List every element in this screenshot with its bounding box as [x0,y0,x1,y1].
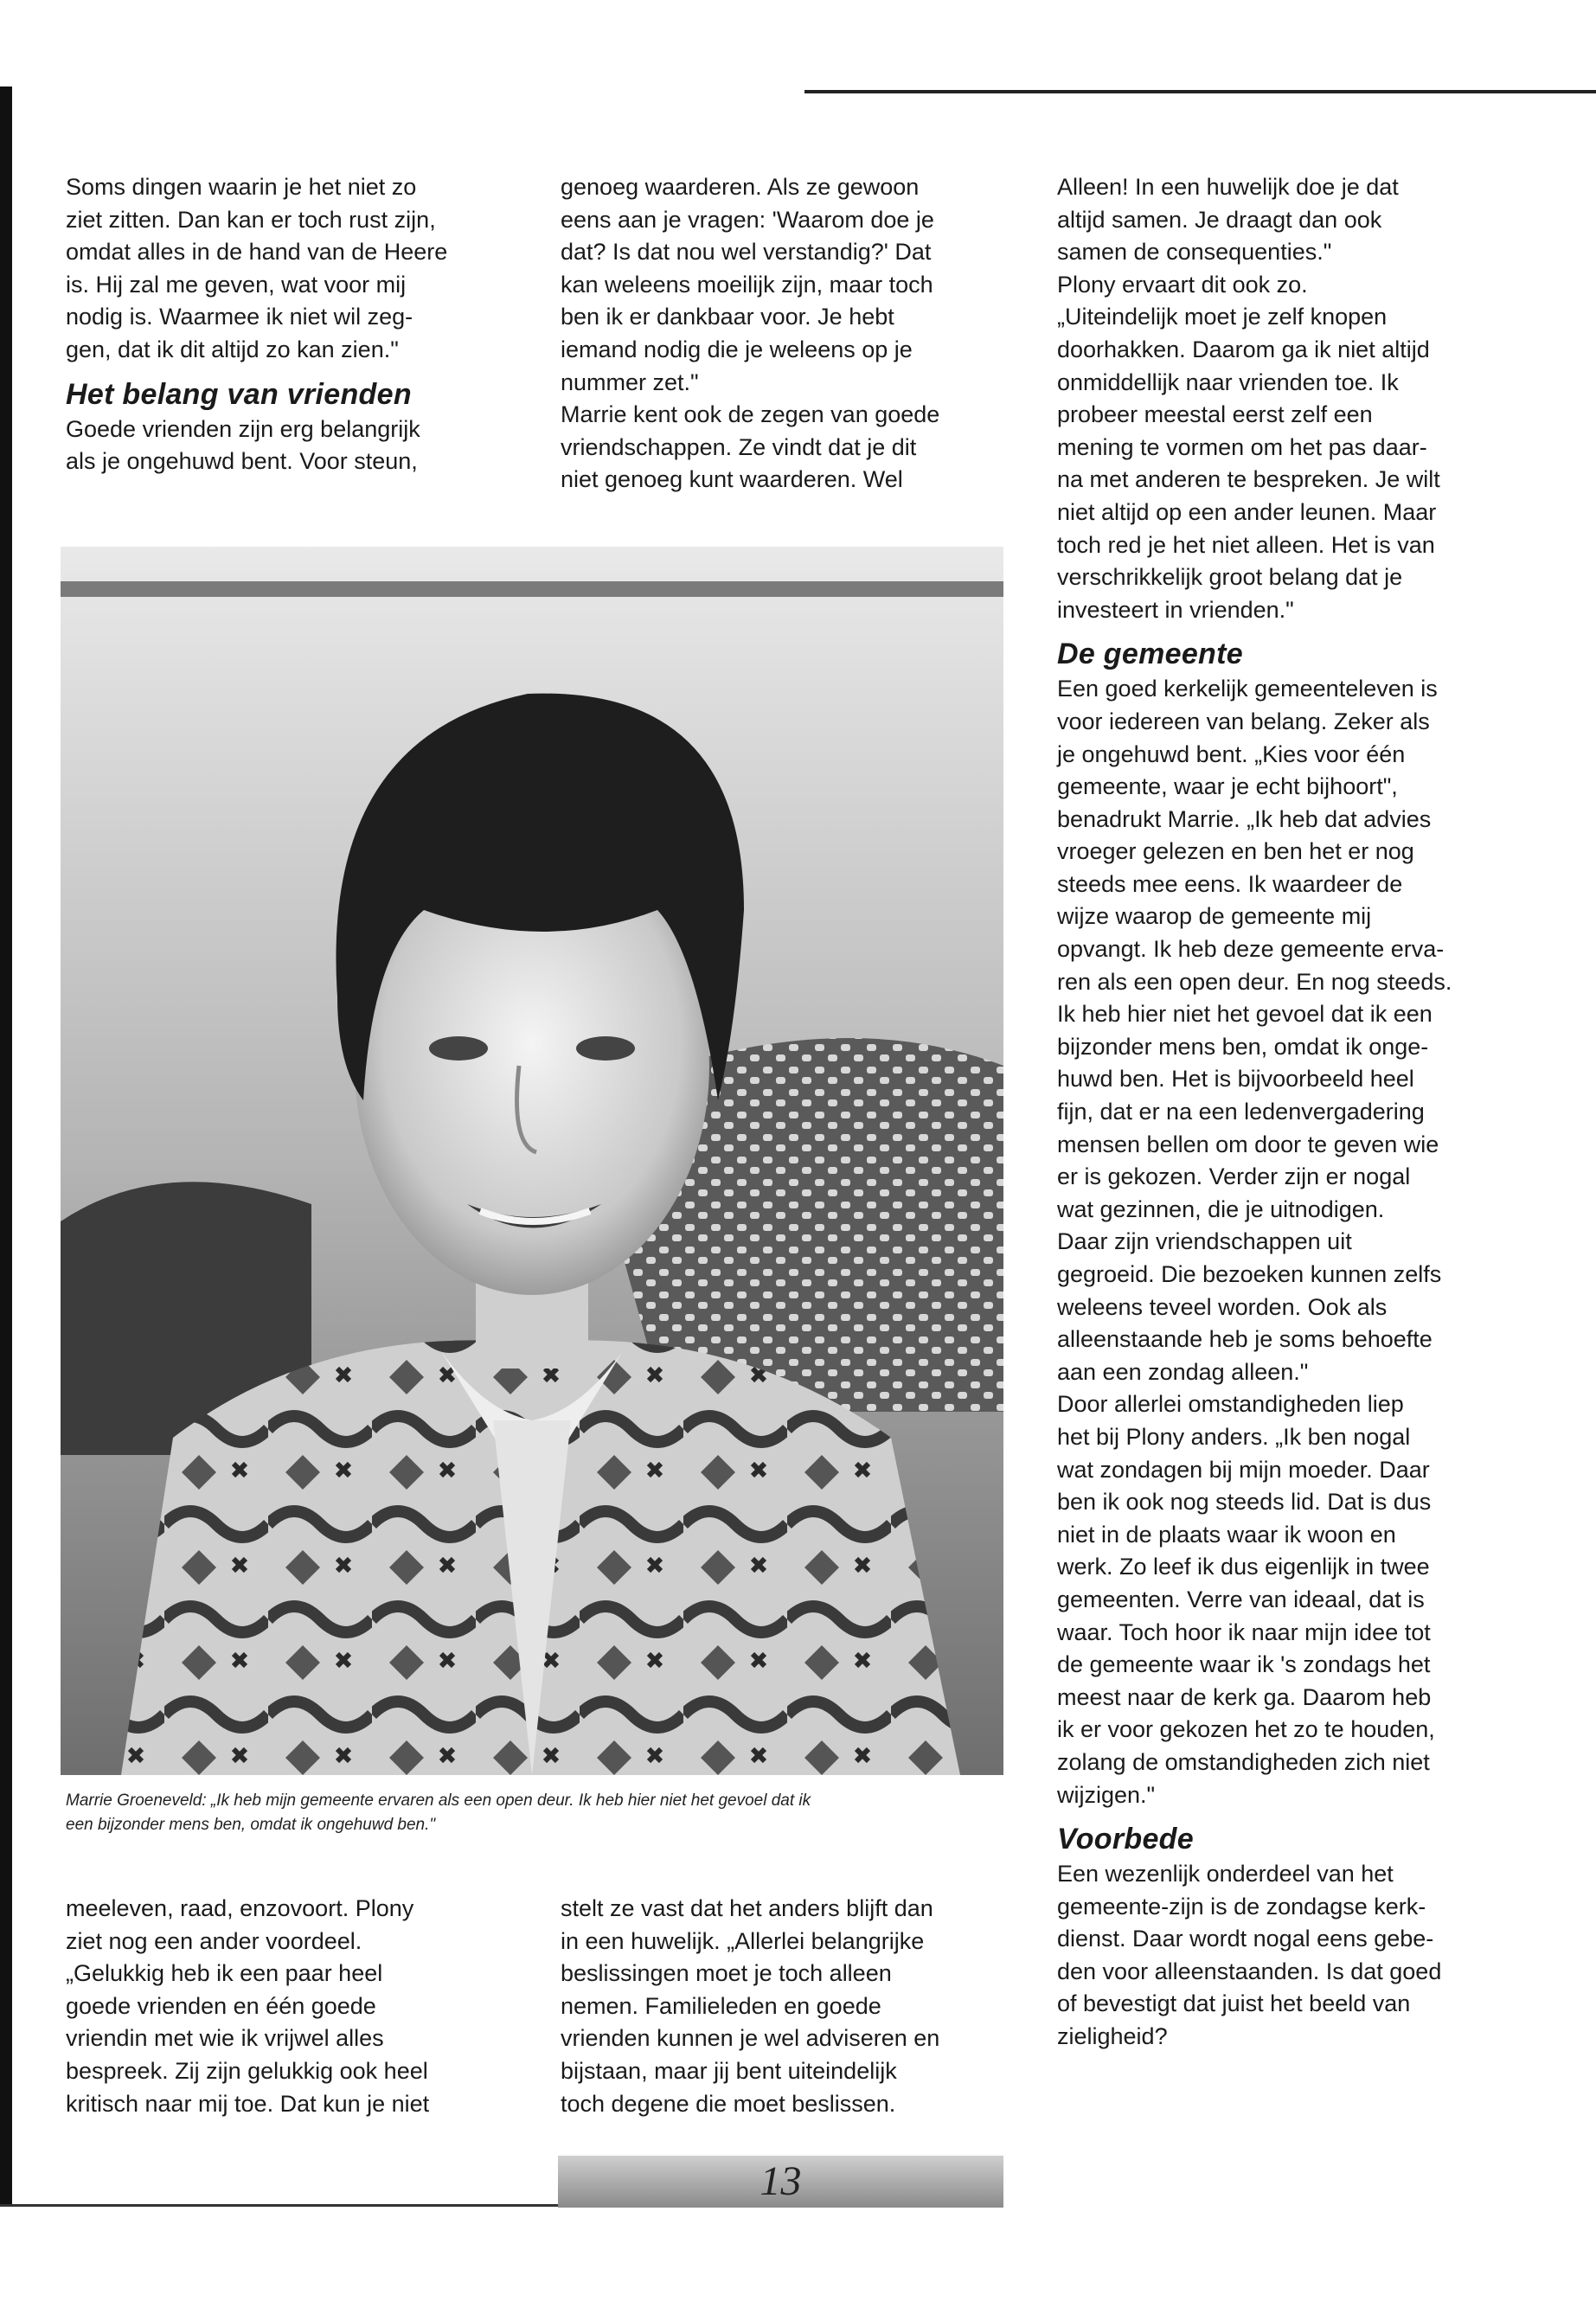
text-line: na met anderen te bespreken. Je wilt [1057,466,1440,493]
text-line: toch red je het niet alleen. Het is van [1057,531,1435,558]
text-line: alleenstaande heb je soms behoefte [1057,1326,1433,1353]
text-line: waar. Toch hoor ik naar mijn idee tot [1057,1618,1431,1645]
text-line: in een huwelijk. „Allerlei belangrijke [561,1927,925,1954]
text-line: zolang de omstandigheden zich niet [1057,1748,1430,1775]
text-line: kritisch naar mij toe. Dat kun je niet [66,2090,430,2117]
text-line: steeds mee eens. Ik waardeer de [1057,870,1403,897]
photo-caption [66,1789,1000,1837]
page-number: 13 [558,2156,1003,2208]
text-line: ben ik ook nog steeds lid. Dat is dus [1057,1489,1432,1516]
text-line: samen de consequenties." [1057,239,1332,266]
column-1-top [66,171,516,478]
text-line: Een wezenlijk onderdeel van het [1057,1861,1394,1888]
text-line: opvangt. Ik heb deze gemeente erva- [1057,936,1445,963]
text-line: mensen bellen om door te geven wie [1057,1131,1439,1157]
heading-voorbede: Voorbede [1057,1823,1194,1856]
text-line: fijn, dat er na een ledenvergadering [1057,1099,1425,1125]
text-line: wijze waarop de gemeente mij [1057,903,1372,930]
text-line: mening te vormen om het pas daar- [1057,433,1427,460]
text-line: onmiddellijk naar vrienden toe. Ik [1057,369,1399,395]
text-line: gemeente-zijn is de zondagse kerk- [1057,1893,1426,1920]
text-line: vriendin met wie ik vrijwel alles [66,2025,384,2052]
bottom-rule [0,2204,571,2207]
text-line: zieligheid? [1057,2023,1168,2050]
text-line: kan weleens moeilijk zijn, maar toch [561,271,933,298]
text-line: de gemeente waar ik 's zondags het [1057,1651,1431,1678]
text-line: ren als een open deur. En nog steeds. [1057,968,1452,995]
text-line: Door allerlei omstandigheden liep [1057,1391,1404,1418]
text-line: er is gekozen. Verder zijn er nogal [1057,1163,1411,1190]
text-line: voor iedereen van belang. Zeker als [1057,708,1430,734]
text-line: wijzigen." [1057,1781,1156,1808]
text-line: investeert in vrienden." [1057,596,1294,623]
text-line: Soms dingen waarin je het niet zo [66,174,417,200]
caption-line: Marrie Groeneveld: „Ik heb mijn gemeente ervaren als een open deur. Ik heb hier niet het gevoel dat ik [66,1791,811,1810]
text-line: nummer zet." [561,369,699,395]
heading-gemeente: De gemeente [1057,638,1243,671]
caption-line: een bijzonder mens ben, omdat ik ongehuwd ben." [66,1816,436,1834]
text-line: den voor alleenstaanden. Is dat goed [1057,1958,1442,1984]
text-line: iemand nodig die je weleens op je [561,336,913,362]
portrait-photo [61,547,1003,1775]
text-line: eens aan je vragen: 'Waarom doe je [561,206,934,233]
text-line: ziet nog een ander voordeel. [66,1927,362,1954]
text-line: gen, dat ik dit altijd zo kan zien." [66,336,399,362]
text-line: ik er voor gekozen het zo te houden, [1057,1716,1435,1743]
text-line: bijstaan, maar jij bent uiteindelijk [561,2057,897,2084]
text-line: meeleven, raad, enzovoort. Plony [66,1895,414,1921]
text-line: werk. Zo leef ik dus eigenlijk in twee [1057,1554,1430,1580]
column-1-bottom [66,1893,516,2120]
text-line: Marrie kent ook de zegen van goede [561,401,940,428]
text-line: vroeger gelezen en ben het er nog [1057,838,1414,865]
text-line: doorhakken. Daarom ga ik niet altijd [1057,336,1430,362]
text-line: het bij Plony anders. „Ik ben nogal [1057,1423,1411,1450]
column-2-bottom [561,1893,1010,2120]
text-line: weleens teveel worden. Ook als [1057,1293,1388,1320]
text-line: is. Hij zal me geven, wat voor mij [66,271,407,298]
text-line: nodig is. Waarmee ik niet wil zeg- [66,304,413,330]
text-line: benadrukt Marrie. „Ik heb dat advies [1057,805,1432,832]
text-line: niet altijd op een ander leunen. Maar [1057,498,1437,525]
text-line: niet genoeg kunt waarderen. Wel [561,466,903,493]
text-line: gegroeid. Die bezoeken kunnen zelfs [1057,1261,1442,1287]
text-line: huwd ben. Het is bijvoorbeeld heel [1057,1066,1414,1093]
text-line: Plony ervaart dit ook zo. [1057,271,1308,298]
text-line: ben ik er dankbaar voor. Je hebt [561,304,894,330]
text-line: Een goed kerkelijk gemeenteleven is [1057,676,1438,702]
text-line: „Uiteindelijk moet je zelf knopen [1057,304,1388,330]
text-line: omdat alles in de hand van de Heere [66,239,448,266]
heading-vrienden: Het belang van vrienden [66,377,412,411]
text-line: probeer meestal eerst zelf een [1057,401,1373,428]
text-line: niet in de plaats waar ik woon en [1057,1521,1396,1548]
text-line: gemeente, waar je echt bijhoort", [1057,773,1398,800]
text-line: Goede vrienden zijn erg belangrijk [66,415,420,442]
text-line: als je ongehuwd bent. Voor steun, [66,448,418,475]
text-line: ziet zitten. Dan kan er toch rust zijn, [66,206,436,233]
text-line: Ik heb hier niet het gevoel dat ik een [1057,1001,1433,1028]
text-line: bijzonder mens ben, omdat ik onge- [1057,1033,1429,1060]
text-line: vriendschappen. Ze vindt dat je dit [561,433,917,460]
text-line: dat? Is dat nou wel verstandig?' Dat [561,239,932,266]
text-line: goede vrienden en één goede [66,1992,376,2019]
text-line: vrienden kunnen je wel adviseren en [561,2025,940,2052]
text-line: genoeg waarderen. Als ze gewoon [561,174,920,200]
text-line: gemeenten. Verre van ideaal, dat is [1057,1586,1425,1612]
text-line: bespreek. Zij zijn gelukkig ook heel [66,2057,428,2084]
column-3 [1057,171,1507,2054]
text-line: altijd samen. Je draagt dan ook [1057,206,1382,233]
text-line: beslissingen moet je toch alleen [561,1960,892,1987]
text-line: Daar zijn vriendschappen uit [1057,1228,1352,1255]
portrait-illustration [61,547,1003,1775]
text-line: nemen. Familieleden en goede [561,1992,881,2019]
text-line: je ongehuwd bent. „Kies voor één [1057,740,1406,767]
text-line: stelt ze vast dat het anders blijft dan [561,1895,933,1921]
text-line: dienst. Daar wordt nogal eens gebe- [1057,1926,1434,1952]
scan-edge [0,87,12,2206]
text-line: meest naar de kerk ga. Daarom heb [1057,1683,1432,1710]
column-2-top [561,171,1010,497]
text-line: toch degene die moet beslissen. [561,2090,896,2117]
text-line: wat zondagen bij mijn moeder. Daar [1057,1456,1430,1483]
text-line: Alleen! In een huwelijk doe je dat [1057,174,1399,200]
text-line: aan een zondag alleen." [1057,1358,1309,1385]
text-line: of bevestigt dat juist het beeld van [1057,1990,1411,2017]
text-line: verschrikkelijk groot belang dat je [1057,564,1403,591]
top-rule [804,90,1596,93]
text-line: „Gelukkig heb ik een paar heel [66,1960,383,1987]
text-line: wat gezinnen, die je uitnodigen. [1057,1195,1385,1222]
